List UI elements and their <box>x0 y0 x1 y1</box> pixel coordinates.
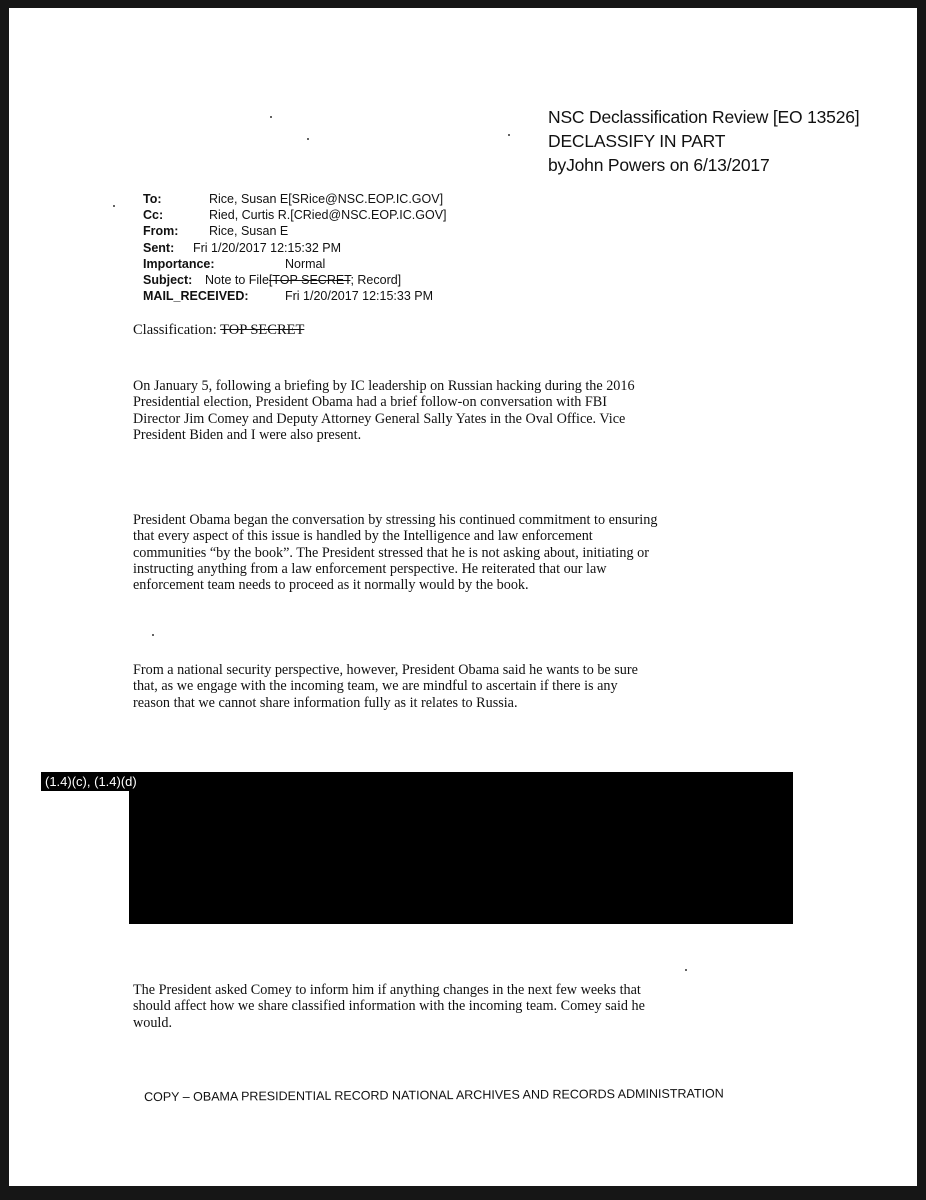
paragraph-line: The President asked Comey to inform him if anything changes in the next few weeks that <box>133 982 641 998</box>
classification-line <box>133 322 304 339</box>
paragraph-1 <box>133 378 773 443</box>
scan-speck <box>270 116 272 118</box>
importance-value: Normal <box>285 256 326 271</box>
scan-speck <box>508 134 510 136</box>
mail-received-label: MAIL_RECEIVED: <box>143 289 249 304</box>
classification-struck-value: TOP SECRET <box>220 322 305 338</box>
paragraph-line: would. <box>133 1014 173 1031</box>
redaction-exemption-label: (1.4)(c), (1.4)(d) <box>41 772 141 791</box>
declassification-stamp <box>548 105 859 177</box>
paragraph-line: President Obama began the conversation by stressing his continued commitment to ensuring <box>133 512 658 528</box>
redaction-block <box>129 772 793 924</box>
importance-label: Importance: <box>143 256 215 271</box>
scan-speck <box>113 205 115 207</box>
stamp-declassify-line: DECLASSIFY IN PART <box>548 131 726 151</box>
cc-value: Ried, Curtis R.[CRied@NSC.EOP.IC.GOV] <box>209 208 447 223</box>
classification-label: Classification: <box>133 322 217 338</box>
stamp-reviewer-line: byJohn Powers on 6/13/2017 <box>548 155 770 175</box>
cc-label: Cc: <box>143 208 164 223</box>
paragraph-line: should affect how we share classified information with the incoming team. Comey said he <box>133 998 645 1015</box>
scan-speck <box>152 634 154 636</box>
paragraph-3 <box>133 662 773 711</box>
from-value: Rice, Susan E <box>209 224 289 239</box>
archive-footer: COPY – OBAMA PRESIDENTIAL RECORD NATIONAL ARCHIVES AND RECORDS ADMINISTRATION <box>144 1086 724 1104</box>
subject-struck-classification: [TOP SECRET <box>268 272 351 287</box>
paragraph-2 <box>133 512 773 593</box>
sent-value: Fri 1/20/2017 12:15:32 PM <box>193 240 342 255</box>
subject-suffix: ; Record] <box>350 272 402 287</box>
paragraph-line: On January 5, following a briefing by IC leadership on Russian hacking during the 2016 <box>133 378 635 394</box>
subject-value <box>205 272 401 288</box>
paragraph-line: that, as we engage with the incoming team, we are mindful to ascertain if there is any <box>133 678 618 695</box>
paragraph-line: that every aspect of this issue is handled by the Intelligence and law enforcement <box>133 528 593 545</box>
paragraph-line: reason that we cannot share information fully as it relates to Russia. <box>133 694 518 711</box>
paragraph-line: enforcement team needs to proceed as it normally would by the book. <box>133 577 529 594</box>
paragraph-line: Presidential election, President Obama had a brief follow-on conversation with FBI <box>133 394 607 411</box>
to-value: Rice, Susan E[SRice@NSC.EOP.IC.GOV] <box>209 192 444 206</box>
document-page <box>9 8 917 1186</box>
paragraph-4 <box>133 982 773 1031</box>
sent-label: Sent: <box>143 240 175 255</box>
paragraph-line: Director Jim Comey and Deputy Attorney General Sally Yates in the Oval Office. Vice <box>133 410 626 427</box>
paragraph-line: From a national security perspective, however, President Obama said he wants to be sure <box>133 662 638 678</box>
subject-prefix: Note to File <box>205 272 269 287</box>
paragraph-line: President Biden and I were also present. <box>133 426 362 443</box>
to-label: To: <box>143 192 162 206</box>
stamp-review-line: NSC Declassification Review [EO 13526] <box>548 107 860 127</box>
subject-label: Subject: <box>143 272 193 287</box>
mail-received-value: Fri 1/20/2017 12:15:33 PM <box>285 289 434 304</box>
scan-speck <box>685 969 687 971</box>
from-label: From: <box>143 224 179 239</box>
scan-speck <box>307 138 309 140</box>
paragraph-line: instructing anything from a law enforcement perspective. He reiterated that our law <box>133 560 607 577</box>
paragraph-line: communities “by the book”. The President stressed that he is not asking about, initiating or <box>133 544 649 561</box>
